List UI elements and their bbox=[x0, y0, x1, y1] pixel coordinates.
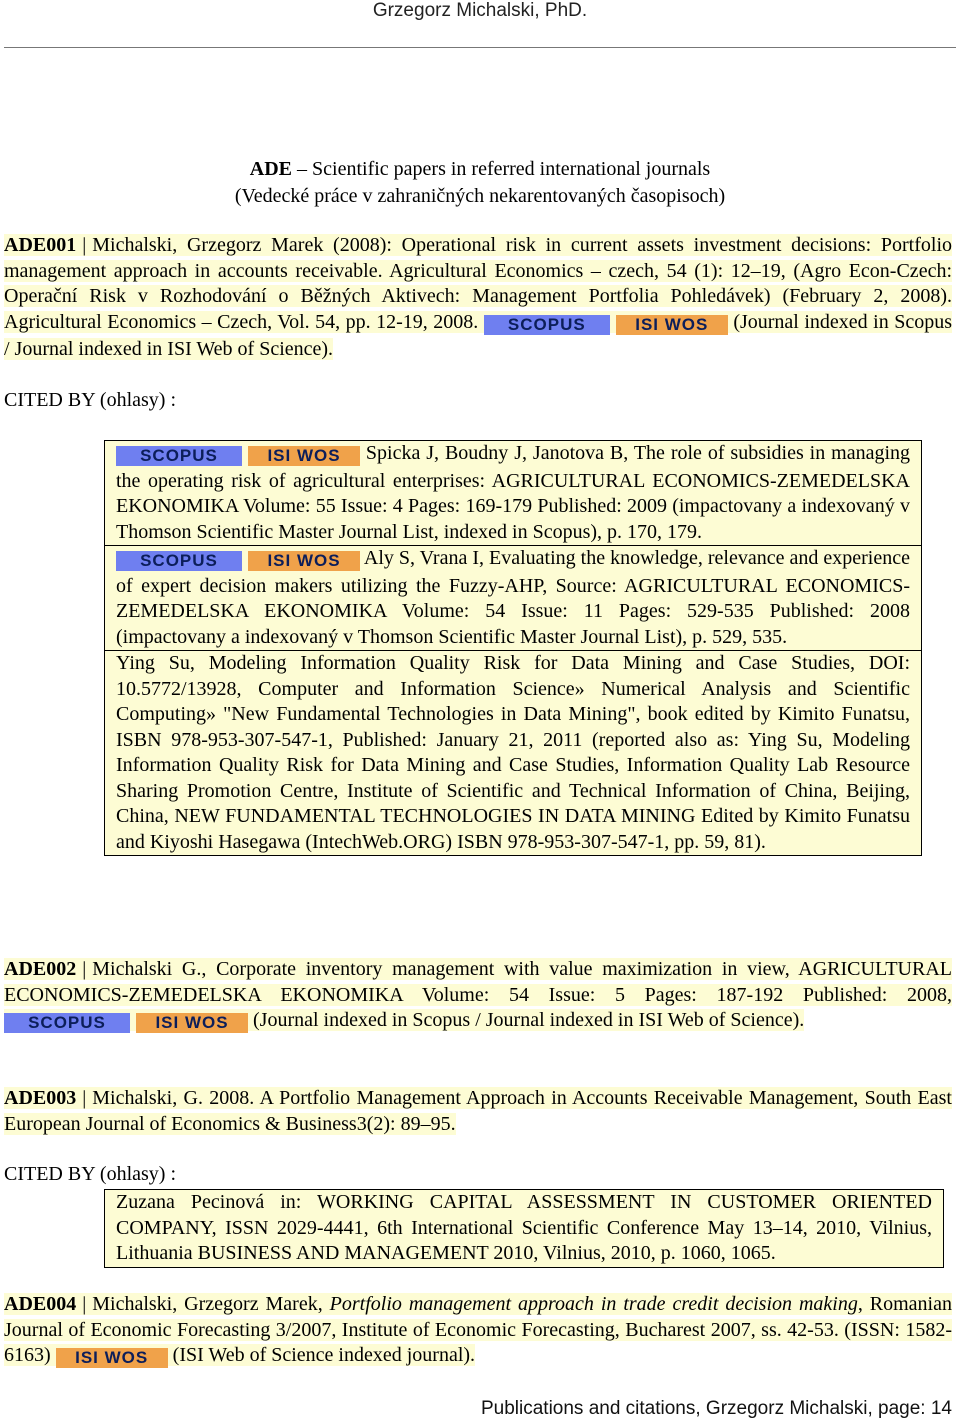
indexed-note: (ISI Web of Science indexed journal). bbox=[172, 1344, 476, 1366]
entry-text: Michalski, Grzegorz Marek (2008): Operational risk in current assets investment decisions: Portfolio management approach in accounts receivable. Agricultural Economics – czech, 54 (1): 12–19, (Agro Econ-Czech: Operační Risk v Rozhodování o Běžných Aktivech: Management Portfolia Pohledávek) (February 2, 2008). Agricultural Economics – Czech, Vol. 54, pp. 12-19, 2008. bbox=[4, 234, 952, 333]
citation-text: Ying Su, Modeling Information Quality Risk for Data Mining and Case Studies, DOI: 10.5772/13928, Computer and Information Science» Numerical Analysis and Scientific Computing» "New Fundamental Technologies in Data Mining", book edited by Kimito Funatsu, ISBN 978-953-307-547-1, Published: January 21, 2011 (reported also as: Ying Su, Modeling Information Quality Risk for Data Mining and Case Studies, Information Quality Lab Resource Sharing Promotion Centre, Institute of Scientific and Technical Information of China, Beijing, China, NEW FUNDAMENTAL TECHNOLOGIES IN DATA MINING Edited by Kimito Funatsu and Kiyoshi Hasegawa (IntechWeb.ORG) ISBN 978-953-307-547-1, pp. 59, 81). bbox=[116, 652, 910, 853]
entry-ade003: ADE003 | Michalski, G. 2008. A Portfolio Management Approach in Accounts Receivable Management, South East European Journal of Economics & Business3(2): 89–95. bbox=[4, 1087, 952, 1135]
index-badges bbox=[116, 548, 360, 574]
header-author: Grzegorz Michalski, PhD. bbox=[372, 0, 588, 21]
entry-code: ADE002 bbox=[4, 958, 77, 980]
index-badges bbox=[56, 1345, 168, 1371]
citation-item bbox=[105, 546, 921, 651]
indexed-note: (Journal indexed in Scopus / Journal indexed in ISI Web of Science). bbox=[253, 1009, 805, 1031]
index-badges bbox=[4, 1010, 248, 1036]
index-badges bbox=[116, 443, 360, 469]
citation-item bbox=[105, 651, 921, 855]
citation-text: Spicka J, Boudny J, Janotova B, The role of subsidies in managing the operating risk of agricultural enterprises: AGRICULTURAL ECONOMICS-ZEMEDELSKA EKONOMIKA Volume: 55 Issue: 4 Pages: 169-179 Published: 2009 (impactovany a indexovaný v Thomson Scientific Master Journal List, indexed in Scopus), p. 170, 179. bbox=[116, 442, 910, 543]
isi-wos-logo: ISI WOS bbox=[136, 1013, 248, 1033]
entry-ade002: ADE002 | Michalski G., Corporate inventory management with value maximization in view, AGRICULTURAL ECONOMICS-ZEMEDELSKA EKONOMIKA Volume: 54 Issue: 5 Pages: 187-192 Published: 2008, SCOPUS ISI WOS (Journal indexed in Scopus / Journal indexed in ISI Web of Science). bbox=[4, 957, 952, 1036]
entry-code: ADE004 bbox=[4, 1293, 77, 1315]
isi-wos-logo: ISI WOS bbox=[56, 1348, 168, 1368]
index-badges bbox=[484, 312, 728, 338]
header-divider bbox=[4, 47, 956, 48]
citations-box-ade001 bbox=[104, 440, 922, 856]
isi-wos-logo: ISI WOS bbox=[248, 551, 360, 571]
section-code: ADE bbox=[249, 158, 293, 180]
section-subtitle: (Vedecké práce v zahraničných nekarentovaných časopisoch) bbox=[234, 185, 726, 207]
cited-by-label: CITED BY (ohlasy) : bbox=[4, 1163, 177, 1185]
page-header bbox=[0, 0, 960, 22]
scopus-logo: SCOPUS bbox=[116, 446, 242, 466]
entry-text: , Romanian Journal of Economic Forecasting 3/2007, Institute of Economic Forecasting, Bucharest 2007, ss. 42-53. (ISSN: 1582-6163) bbox=[4, 1293, 952, 1366]
section-title-line: ADE – Scientific papers in referred international journals bbox=[249, 158, 711, 180]
citation-text: Zuzana Pecinová in: WORKING CAPITAL ASSESSMENT IN CUSTOMER ORIENTED COMPANY, ISSN 2029-4441, 6th International Scientific Conference May 13–14, 2010, Vilnius, Lithuania BUSINESS AND MANAGEMENT 2010, Vilnius, 2010, p. 1060, 1065. bbox=[116, 1191, 932, 1264]
entry-ade001: ADE001 | Michalski, Grzegorz Marek (2008): Operational risk in current assets investment decisions: Portfolio management approach in accounts receivable. Agricultural Economics – czech, 54 (1): 12–19, (Agro Econ-Czech: Operační Risk v Rozhodování o Běžných Aktivech: Management Portfolia Pohledávek) (February 2, 2008). Agricultural Economics – Czech, Vol. 54, pp. 12-19, 2008. SCOPUS ISI WOS (Journal indexed in Scopus / Journal indexed in ISI Web of Science). bbox=[4, 234, 952, 360]
scopus-logo: SCOPUS bbox=[116, 551, 242, 571]
section-title: Scientific papers in referred international journals bbox=[312, 158, 711, 180]
cited-by-label: CITED BY (ohlasy) : bbox=[4, 389, 177, 411]
scopus-logo: SCOPUS bbox=[4, 1013, 130, 1033]
page-footer: Publications and citations, Grzegorz Michalski, page: 14 bbox=[480, 1398, 952, 1419]
section-heading bbox=[0, 156, 960, 210]
citation-item bbox=[105, 441, 921, 546]
entry-text: Michalski, G. 2008. A Portfolio Management Approach in Accounts Receivable Management, South East European Journal of Economics & Business3(2): 89–95. bbox=[4, 1087, 952, 1135]
scopus-logo: SCOPUS bbox=[484, 315, 610, 335]
entry-author: Michalski, Grzegorz Marek, bbox=[92, 1293, 323, 1315]
entry-code: ADE003 bbox=[4, 1087, 77, 1109]
entry-title: Portfolio management approach in trade credit decision making bbox=[329, 1293, 858, 1315]
isi-wos-logo: ISI WOS bbox=[248, 446, 360, 466]
citations-box-ade003 bbox=[104, 1189, 944, 1268]
citation-item bbox=[105, 1190, 943, 1267]
entry-ade004: ADE004 | Michalski, Grzegorz Marek, Portfolio management approach in trade credit decision making, Romanian Journal of Economic Forecasting 3/2007, Institute of Economic Forecasting, Bucharest 2007, ss. 42-53. (ISSN: 1582-6163) ISI WOS (ISI Web of Science indexed journal). bbox=[4, 1292, 952, 1371]
citation-text: Aly S, Vrana I, Evaluating the knowledge, relevance and experience of expert decision makers utilizing the Fuzzy-AHP, Source: AGRICULTURAL ECONOMICS-ZEMEDELSKA EKONOMIKA Volume: 54 Issue: 11 Pages: 529-535 Published: 2008 (impactovany a indexovaný v Thomson Scientific Master Journal List), p. 529, 535. bbox=[116, 547, 910, 648]
entry-code: ADE001 bbox=[4, 234, 77, 256]
indexed-note: (Journal indexed in Scopus / Journal indexed in ISI Web of Science). bbox=[4, 310, 952, 360]
entry-text: Michalski G., Corporate inventory management with value maximization in view, AGRICULTURAL ECONOMICS-ZEMEDELSKA EKONOMIKA Volume: 54 Issue: 5 Pages: 187-192 Published: 2008, bbox=[4, 958, 952, 1006]
isi-wos-logo: ISI WOS bbox=[616, 315, 728, 335]
